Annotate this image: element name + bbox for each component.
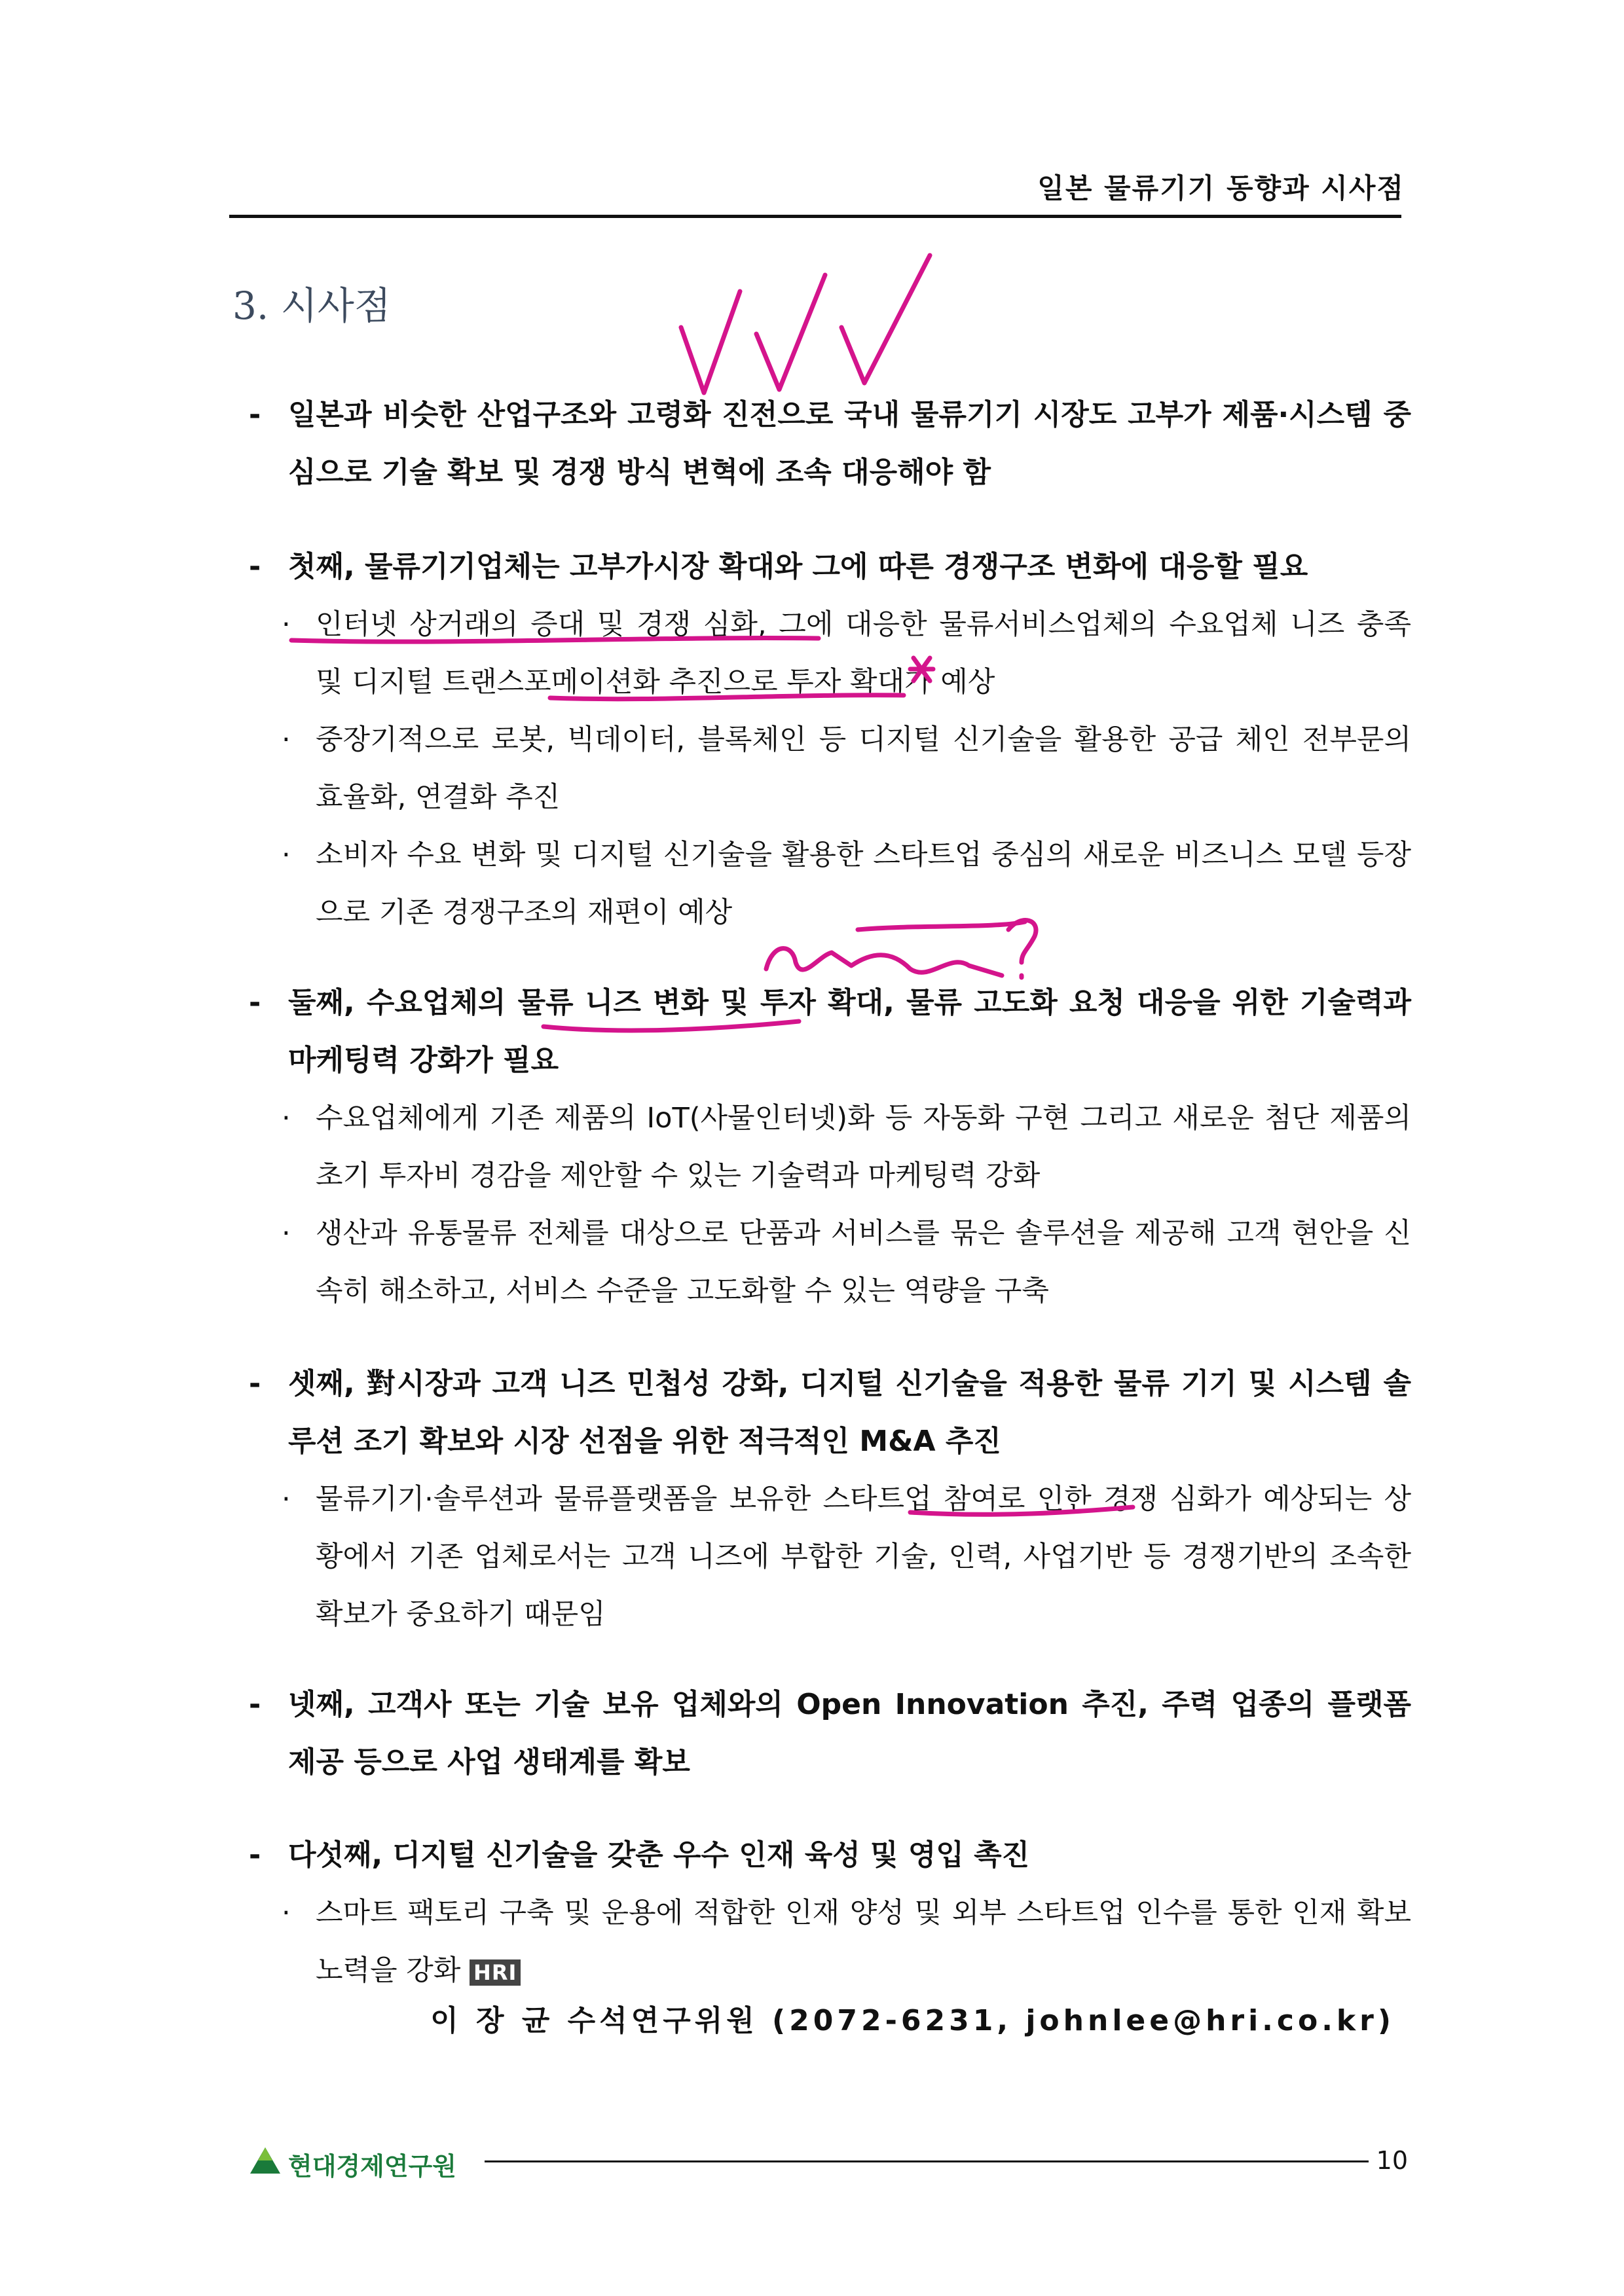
point-bullet (263, 1470, 1411, 1643)
bullet-text: 생산과 유통물류 전체를 대상으로 단품과 서비스를 묶은 솔루션을 제공해 고객 현안을 신속히 해소하고, 서비스 수준을 고도화할 수 있는 역량을 구축 (316, 1217, 1411, 1307)
hri-stamp: HRI (470, 1959, 521, 1986)
dash-marker: - (249, 1688, 261, 1721)
dash-marker: - (249, 1838, 261, 1872)
summary-text: 일본과 비슷한 산업구조와 고령화 진전으로 국내 물류기기 시장도 고부가 제품·시스템 중심으로 기술 확보 및 경쟁 방식 변혁에 조속 대응해야 함 (288, 398, 1411, 489)
point-lead (249, 1355, 1411, 1470)
checkmark-annotation (681, 291, 740, 393)
bullet-text: 물류기기·솔루션과 물류플랫폼을 보유한 스타트업 참여로 인한 경쟁 심화가 예상되는 상황에서 기존 업체로서는 고객 니즈에 부합한 기술, 인력, 사업기반 등 경쟁기반의 조속한 확보가 중요하기 때문임 (316, 1483, 1411, 1631)
point-bullet (263, 826, 1411, 941)
checkmark-annotation (841, 255, 930, 383)
point-fourth (249, 1676, 1411, 1791)
footer-rule (485, 2160, 1369, 2162)
point-lead-text: 넷째, 고객사 또는 기술 보유 업체와의 Open Innovation 추진, 주력 업종의 플랫폼 제공 등으로 사업 생태계를 확보 (288, 1688, 1411, 1779)
dash-marker: - (249, 550, 261, 583)
point-first (249, 538, 1411, 941)
summary-block (249, 386, 1411, 501)
bullet-dot: · (282, 723, 291, 756)
point-bullet (263, 596, 1411, 711)
point-bullet (263, 1089, 1411, 1205)
dash-marker: - (249, 398, 261, 431)
section-title: 3. 시사점 (232, 283, 391, 328)
point-lead-text: 둘째, 수요업체의 물류 니즈 변화 및 투자 확대, 물류 고도화 요청 대응을 위한 기술력과 마케팅력 강화가 필요 (288, 986, 1411, 1077)
point-lead-text: 셋째, 對시장과 고객 니즈 민첩성 강화, 디지털 신기술을 적용한 물류 기기 및 시스템 솔루션 조기 확보와 시장 선점을 위한 적극적인 M&A 추진 (288, 1367, 1411, 1458)
running-header-title: 일본 물류기기 동향과 시사점 (1037, 172, 1405, 204)
bullet-dot: · (282, 1897, 291, 1929)
point-bullet (263, 1884, 1411, 1999)
bullet-dot: · (282, 839, 291, 871)
bullet-text: 중장기적으로 로봇, 빅데이터, 블록체인 등 디지털 신기술을 활용한 공급 체인 전부문의 효율화, 연결화 추진 (316, 723, 1411, 814)
point-lead (249, 538, 1411, 596)
author-contact: 이 장 균 수석연구위원 (2072-6231, johnlee@hri.co.kr) (430, 2004, 1395, 2037)
point-lead-text: 다섯째, 디지털 신기술을 갖춘 우수 인재 육성 및 영입 촉진 (288, 1838, 1030, 1872)
bullet-dot: · (282, 1217, 291, 1250)
point-second (249, 974, 1411, 1320)
bullet-text: 수요업체에게 기존 제품의 IoT(사물인터넷)화 등 자동화 구현 그리고 새로운 첨단 제품의 초기 투자비 경감을 제안할 수 있는 기술력과 마케팅력 강화 (316, 1102, 1411, 1192)
bullet-text: 소비자 수요 변화 및 디지털 신기술을 활용한 스타트업 중심의 새로운 비즈니스 모델 등장으로 기존 경쟁구조의 재편이 예상 (316, 839, 1411, 929)
summary-lead (249, 386, 1411, 501)
point-bullet (263, 711, 1411, 826)
dash-marker: - (249, 986, 261, 1019)
point-fifth (249, 1827, 1411, 1999)
dash-marker: - (249, 1367, 261, 1400)
page-footer (249, 2141, 1428, 2180)
handwritten-note-annotation (766, 949, 1002, 975)
checkmark-annotation (756, 275, 825, 390)
point-lead (249, 1676, 1411, 1791)
bullet-dot: · (282, 1483, 291, 1516)
point-lead (249, 1827, 1411, 1884)
footer-org-name: 현대경제연구원 (288, 2152, 456, 2181)
point-bullet (263, 1205, 1411, 1320)
point-lead-text: 첫째, 물류기기업체는 고부가시장 확대와 그에 따른 경쟁구조 변화에 대응할 필요 (288, 550, 1308, 583)
bullet-text: 인터넷 상거래의 증대 및 경쟁 심화, 그에 대응한 물류서비스업체의 수요업체 니즈 충족 및 디지털 트랜스포메이션화 추진으로 투자 확대가 예상 (316, 608, 1411, 699)
bullet-dot: · (282, 608, 291, 641)
page-number: 10 (1376, 2146, 1408, 2175)
point-lead (249, 974, 1411, 1089)
point-third (249, 1355, 1411, 1643)
bullet-text: 스마트 팩토리 구축 및 운용에 적합한 인재 양성 및 외부 스타트업 인수를 통한 인재 확보 노력을 강화 (316, 1897, 1411, 1987)
bullet-dot: · (282, 1102, 291, 1135)
triangle-logo-icon (249, 2146, 282, 2175)
header-rule (229, 215, 1401, 218)
